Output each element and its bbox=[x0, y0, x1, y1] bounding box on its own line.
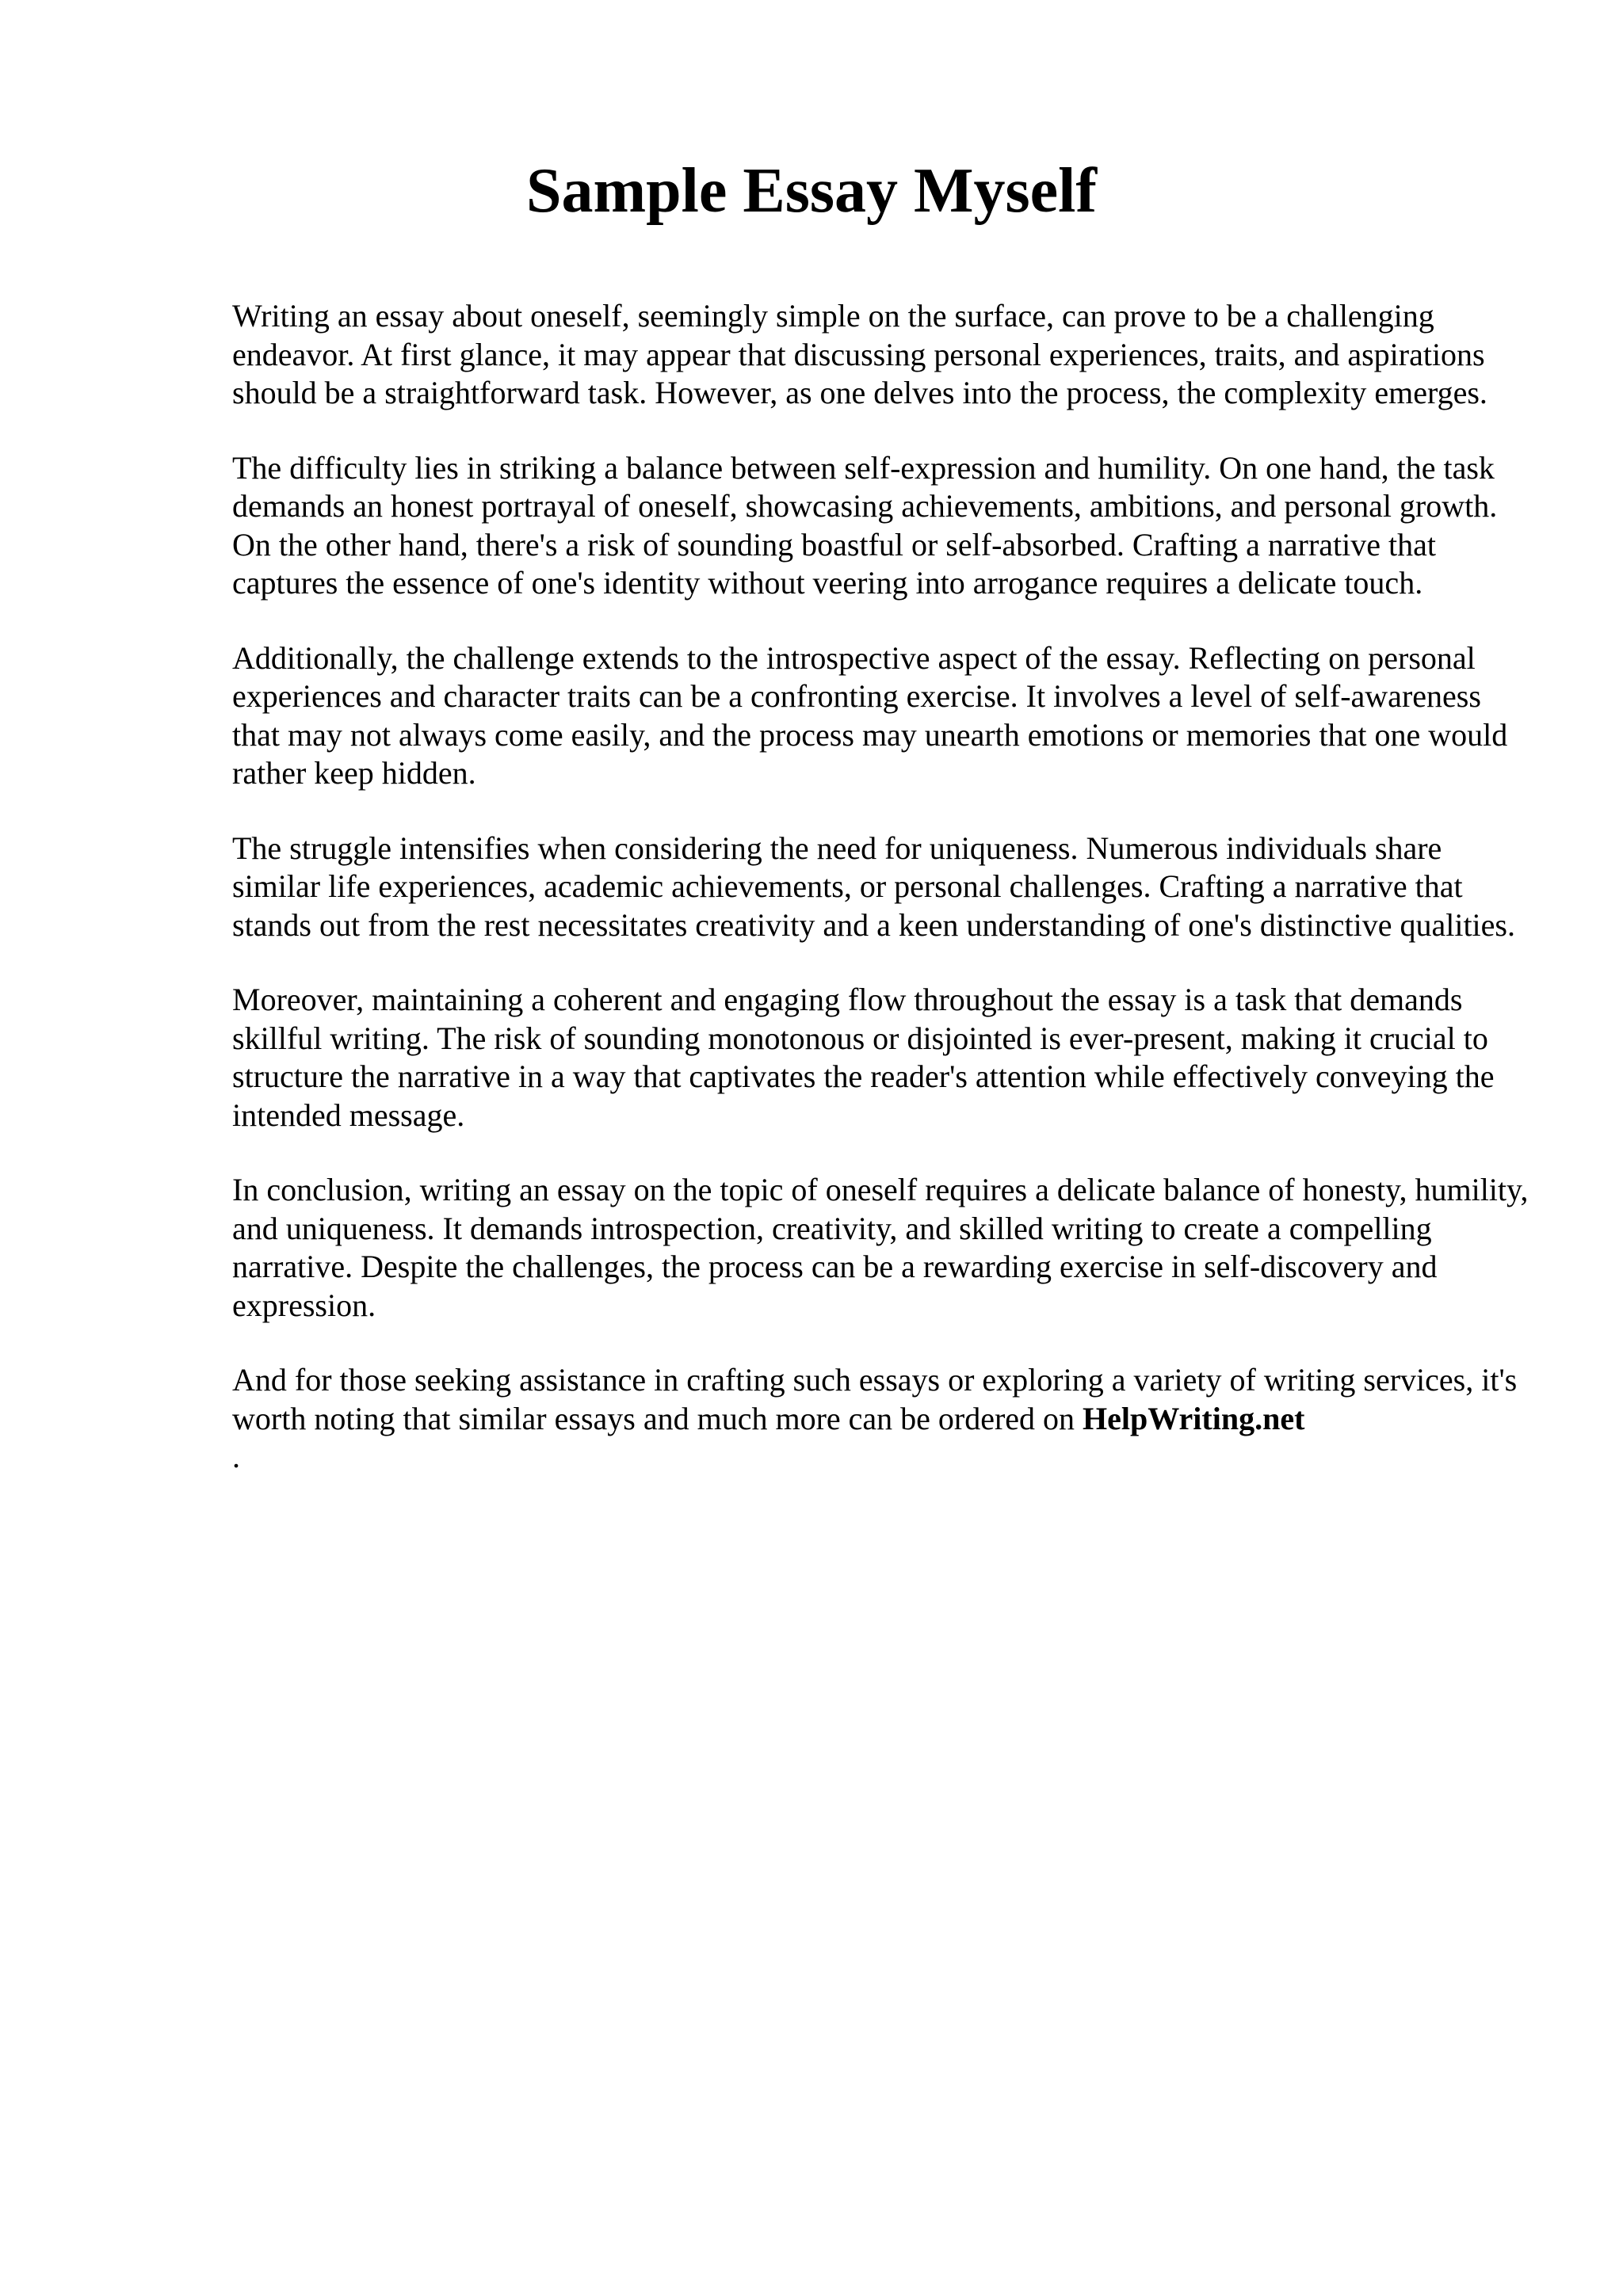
paragraph-4: The struggle intensifies when considering the need for uniqueness. Numerous individuals share similar life experiences, academic achievements, or personal challenges. Crafting a narrative that stands out from the rest necessitates creativity and a keen understanding of one's distinctive qualities. bbox=[232, 830, 1515, 943]
closing-period: . bbox=[232, 1439, 240, 1474]
paragraph-2: The difficulty lies in striking a balance between self-expression and humility. On one hand, the task demands an honest portrayal of oneself, showcasing achievements, ambitions, and personal growth. On the other hand, there's a risk of sounding boastful or self-absorbed. Crafting a narrative that captures the essence of one's identity without veering into arrogance requires a delicate touch. bbox=[232, 449, 1498, 601]
helpwriting-link[interactable]: HelpWriting.net bbox=[1083, 1400, 1305, 1436]
document-title: Sample Essay Myself bbox=[526, 156, 1097, 226]
paragraph-5: Moreover, maintaining a coherent and engaging flow throughout the essay is a task that demands skillful writing. The risk of sounding monotonous or disjointed is ever-present, making it crucial to structure the narrative in a way that captivates the reader's attention while effectively conveying the intended message. bbox=[232, 982, 1495, 1133]
paragraph-6: In conclusion, writing an essay on the topic of oneself requires a delicate balance of honesty, humility, and uniqueness. It demands introspection, creativity, and skilled writing to create a compelling narrative. Despite the challenges, the process can be a rewarding exercise in self-discovery and expression. bbox=[232, 1172, 1529, 1323]
paragraph-1: Writing an essay about oneself, seemingly simple on the surface, can prove to be a challenging endeavor. At first glance, it may appear that discussing personal experiences, traits, and aspirations should be a straightforward task. However, as one delves into the process, the complexity emerges. bbox=[232, 298, 1487, 410]
essay-body bbox=[232, 297, 1532, 1513]
paragraph-3: Additionally, the challenge extends to the introspective aspect of the essay. Reflecting on personal experiences and character traits can be a confronting exercise. It involves a level of self-awareness that may not always come easily, and the process may unearth emotions or memories that one would rather keep hidden. bbox=[232, 639, 1508, 791]
closing-paragraph bbox=[232, 1361, 1532, 1477]
closing-text: And for those seeking assistance in crafting such essays or exploring a variety of writing services, it's worth noting that similar essays and much more can be ordered on bbox=[232, 1362, 1518, 1436]
